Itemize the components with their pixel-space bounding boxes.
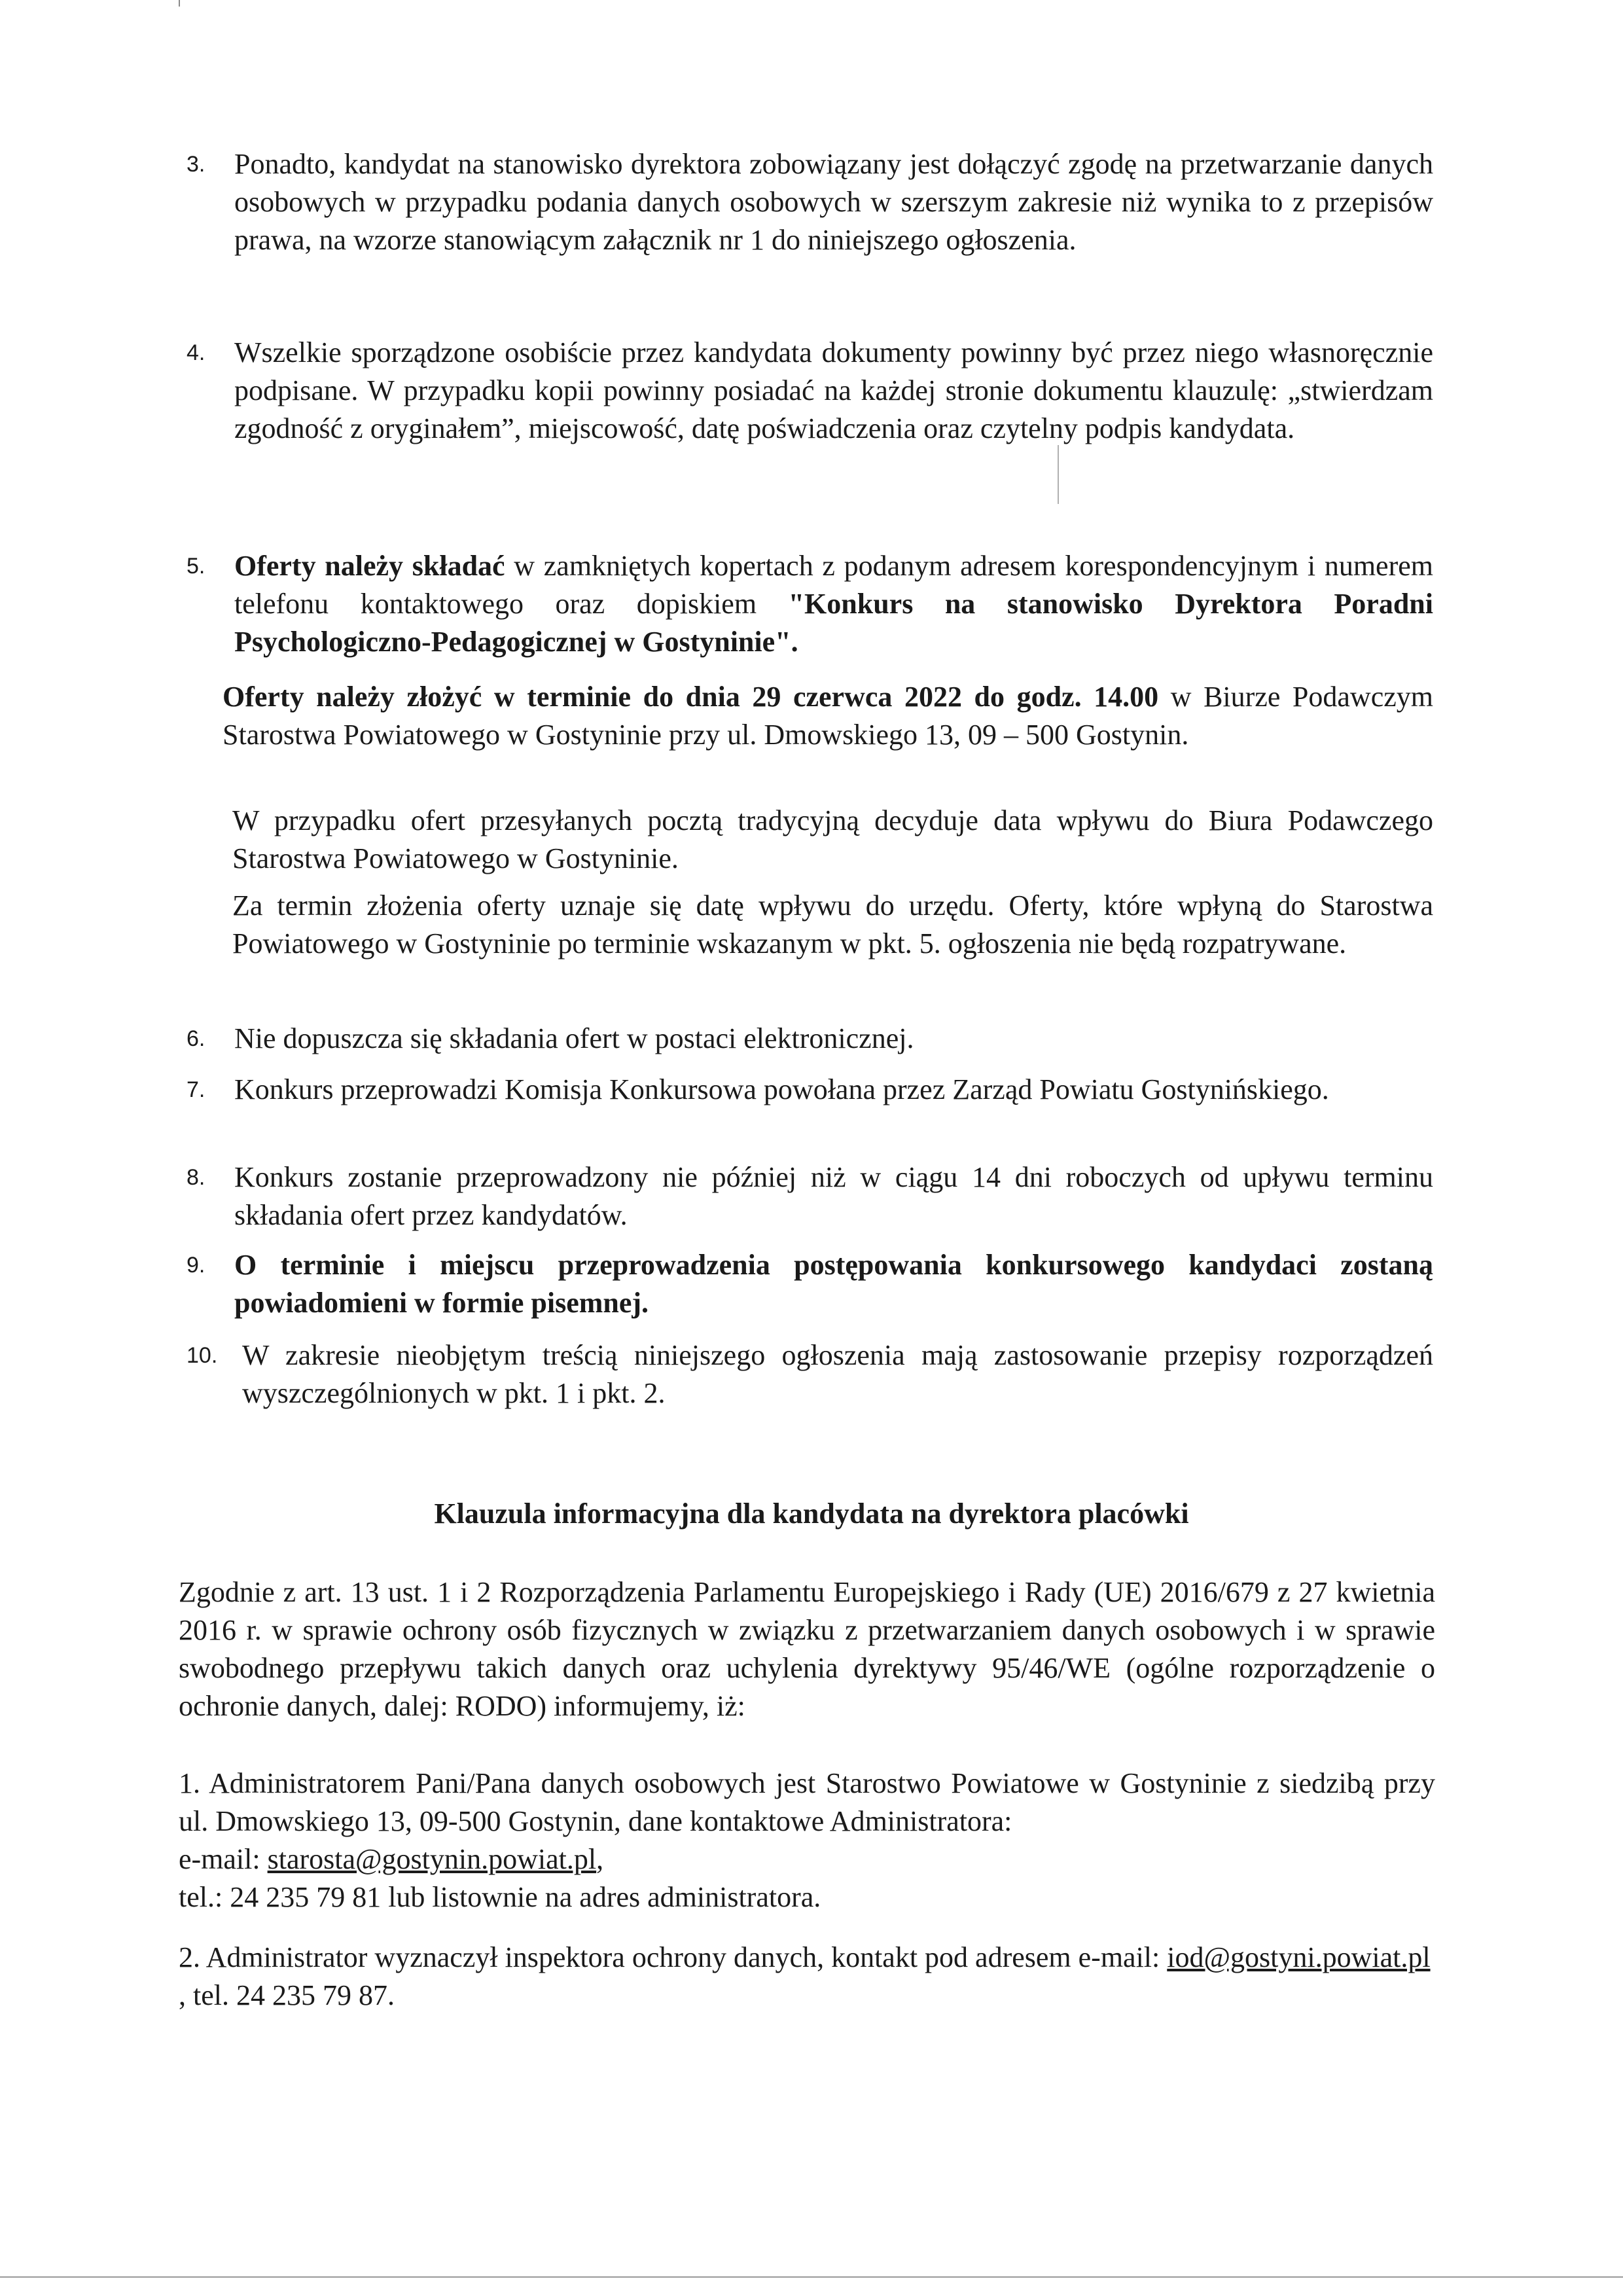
iod-email-link[interactable]: iod@gostyni.powiat.pl [1167, 1941, 1431, 1973]
starosta-email-link[interactable]: starosta@gostynin.powiat.pl [267, 1843, 597, 1875]
post-paragraph [232, 802, 1433, 878]
point-1-tel: tel.: 24 235 79 81 lub listownie na adres administratora. [179, 1881, 821, 1913]
item-text [234, 547, 1433, 661]
item-text: W zakresie nieobjętym treścią niniejszego ogłoszenia mają zastosowanie przepisy rozporządzeń wyszczególnionych w pkt. 1 i pkt. 2. [242, 1339, 1433, 1409]
item-number: 9. [187, 1253, 205, 1278]
text-mid: w zamkniętych kopertach z podanym adresem korespondencyjnym i numerem telefonu kontaktowego oraz dopiskiem [234, 550, 1433, 620]
item-text: Wszelkie sporządzone osobiście przez kandydata dokumenty powinny być przez niego własnoręcznie podpisane. W przypadku kopii powinny posiadać na każdej stronie dokumentu klauzulę: „stwierdzam zgodność z oryginałem”, miejscowość, datę poświadczenia oraz czytelny podpis kandydata. [234, 336, 1433, 444]
item-number: 3. [187, 152, 205, 177]
clause-point-2 [179, 1939, 1435, 2015]
point-2-tel: , tel. 24 235 79 87. [179, 1979, 395, 2011]
intro-text: Zgodnie z art. 13 ust. 1 i 2 Rozporządzenia Parlamentu Europejskiego i Rady (UE) 2016/679 z 27 kwietnia 2016 r. w sprawie ochrony osób fizycznych w związku z przetwarzaniem danych osobowych i w sprawie swobodnego przepływu takich danych oraz uchylenia dyrektywy 95/46/WE (ogólne rozporządzenie o ochronie danych, dalej: RODO) informujemy, iż: [179, 1576, 1435, 1722]
clause-heading: Klauzula informacyjna dla kandydata na dyrektora placówki [434, 1498, 1189, 1530]
point-2-text [179, 1939, 1435, 2015]
bold-title: "Konkurs na stanowisko Dyrektora Poradni Psychologiczno-Pedagogicznej w Gostyninie". [234, 588, 1433, 658]
scan-line-bottom [0, 2276, 1623, 2278]
post-text: W przypadku ofert przesyłanych pocztą tradycyjną decyduje data wpływu do Biura Podawczego Starostwa Powiatowego w Gostyninie. [232, 804, 1433, 874]
term-paragraph [232, 887, 1433, 963]
deadline-rest: w Biurze Podawczym Starostwa Powiatowego w Gostyninie przy ul. Dmowskiego 13, 09 – 500 Gostynin. [223, 681, 1433, 751]
item-number: 4. [187, 340, 205, 365]
item-number: 5. [187, 554, 205, 579]
deadline-bold: Oferty należy złożyć w terminie do dnia 29 czerwca 2022 do godz. 14.00 [223, 681, 1159, 713]
item-number: 10. [187, 1343, 218, 1368]
item-text: Konkurs zostanie przeprowadzony nie później niż w ciągu 14 dni roboczych od upływu terminu składania ofert przez kandydatów. [234, 1161, 1433, 1231]
clause-intro [179, 1573, 1435, 1725]
item-number: 7. [187, 1077, 205, 1102]
deadline-paragraph [223, 678, 1433, 754]
item-text: O terminie i miejscu przeprowadzenia postępowania konkursowego kandydaci zostaną powiadomieni w formie pisemnej. [234, 1249, 1433, 1319]
item-number: 6. [187, 1026, 205, 1051]
point-2-lead: 2. Administrator wyznaczył inspektora ochrony danych, kontakt pod adresem e-mail: [179, 1941, 1168, 1973]
clause-point-1 [179, 1765, 1435, 1916]
item-text: Konkurs przeprowadzi Komisja Konkursowa powołana przez Zarząd Powiatu Gostynińskiego. [234, 1073, 1329, 1105]
scan-mark-top [179, 0, 180, 7]
item-number: 8. [187, 1165, 205, 1190]
bold-lead: Oferty należy składać [234, 550, 505, 582]
item-text: Ponadto, kandydat na stanowisko dyrektora zobowiązany jest dołączyć zgodę na przetwarzanie danych osobowych w przypadku podania danych osobowych w szerszym zakresie niż wynika to z przepisów prawa, na wzorze stanowiącym załącznik nr 1 do niniejszego ogłoszenia. [234, 148, 1433, 256]
term-text: Za termin złożenia oferty uznaje się datę wpływu do urzędu. Oferty, które wpłyną do Starostwa Powiatowego w Gostyninie po terminie wskazanym w pkt. 5. ogłoszenia nie będą rozpatrywane. [232, 889, 1433, 960]
point-1-text: 1. Administratorem Pani/Pana danych osobowych jest Starostwo Powiatowe w Gostyninie z siedzibą przy ul. Dmowskiego 13, 09-500 Gostynin, dane kontaktowe Administratora: [179, 1767, 1435, 1837]
point-1-email-line [179, 1840, 1435, 1878]
email-label: e-mail: [179, 1843, 268, 1875]
email-comma: , [596, 1843, 604, 1875]
scan-mark-vertical [1058, 445, 1059, 504]
item-text: Nie dopuszcza się składania ofert w postaci elektronicznej. [234, 1022, 914, 1054]
